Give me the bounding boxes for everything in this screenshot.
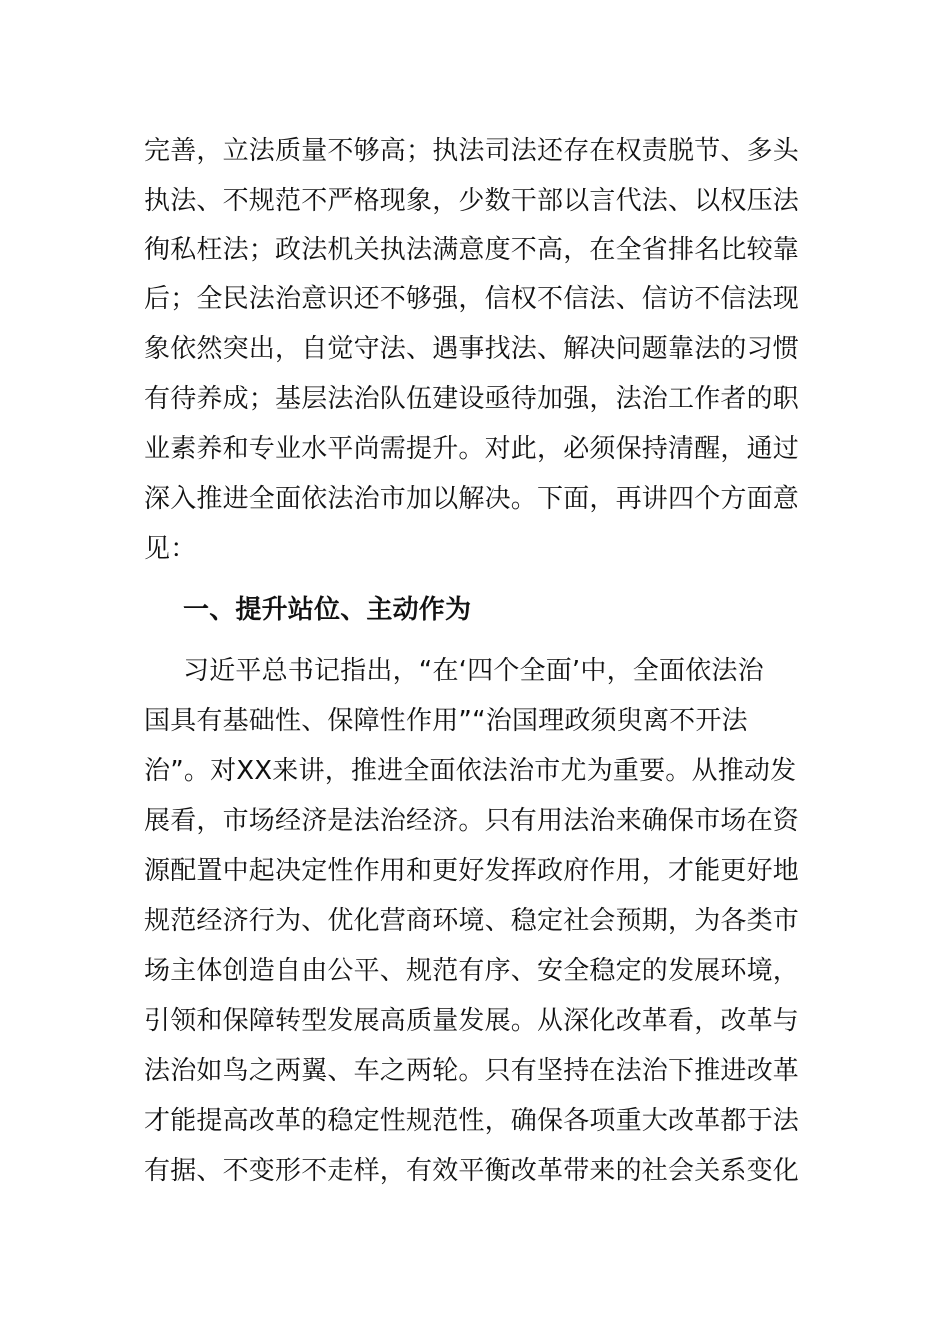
body-text-line: 展看，市场经济是法治经济。只有用法治来确保市场在资 (144, 806, 800, 836)
body-text-line: 法治如鸟之两翼、车之两轮。只有坚持在法治下推进改革 (144, 1056, 800, 1086)
body-text-line: 规范经济行为、优化营商环境、稳定社会预期，为各类市 (144, 906, 800, 936)
body-text-line: 引领和保障转型发展高质量发展。从深化改革看，改革与 (144, 1006, 800, 1036)
body-text-line: 象依然突出，自觉守法、遇事找法、解决问题靠法的习惯 (144, 334, 800, 364)
body-text-line: 治”。对XX来讲，推进全面依法治市尤为重要。从推动发 (144, 756, 797, 786)
body-text-line: 业素养和专业水平尚需提升。对此，必须保持清醒，通过 (144, 434, 800, 464)
body-text-line: 见： (144, 534, 197, 564)
body-text-line: 有据、不变形不走样，有效平衡改革带来的社会关系变化 (144, 1156, 800, 1186)
body-text-line: 习近平总书记指出，“在‘四个全面’中，全面依法治 (183, 656, 764, 686)
body-text-line: 源配置中起决定性作用和更好发挥政府作用，才能更好地 (144, 856, 800, 886)
body-text-line: 完善，立法质量不够高；执法司法还存在权责脱节、多头 (144, 136, 800, 166)
body-text-line: 徇私枉法；政法机关执法满意度不高，在全省排名比较靠 (144, 235, 800, 265)
body-text-line: 执法、不规范不严格现象，少数干部以言代法、以权压法 (144, 186, 800, 216)
body-text-line: 国具有基础性、保障性作用”“治国理政须臾离不开法 (144, 706, 748, 736)
body-text-line: 后；全民法治意识还不够强，信权不信法、信访不信法现 (144, 284, 800, 314)
section-heading: 一、提升站位、主动作为 (183, 595, 472, 625)
body-text-line: 有待养成；基层法治队伍建设亟待加强，法治工作者的职 (144, 384, 800, 414)
body-text-line: 场主体创造自由公平、规范有序、安全稳定的发展环境， (144, 956, 800, 986)
body-text-line: 深入推进全面依法治市加以解决。下面，再讲四个方面意 (144, 484, 800, 514)
body-text-line: 才能提高改革的稳定性规范性，确保各项重大改革都于法 (144, 1106, 800, 1136)
